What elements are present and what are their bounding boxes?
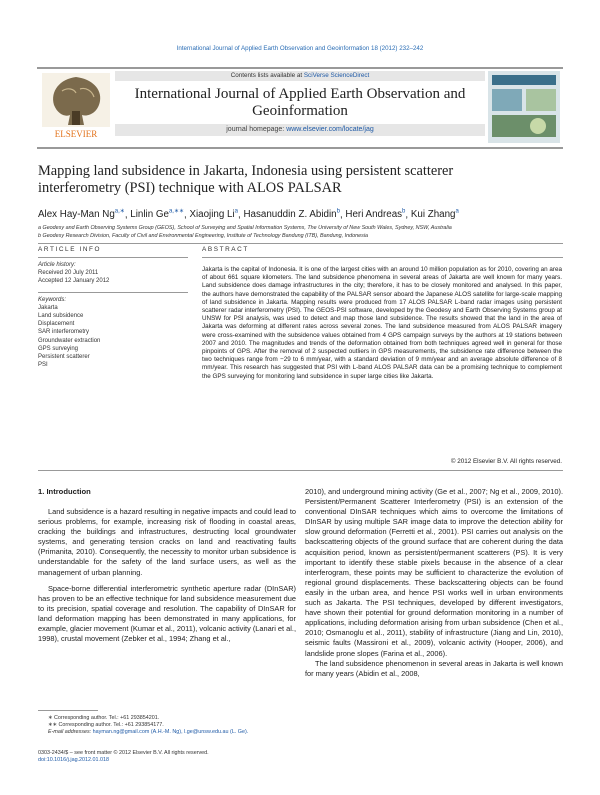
author: Hasanuddin Z. Abidin$^b$ [243,209,340,221]
paragraph: 2010), and underground mining activity (Ge et al., 2007; Ng et al., 2009, 2010). Persistent/Permanent Scatterer Interferometry (PSI) is an extension of the conventional DInSAR techniques which aims to overcome the limitations of DInSAR by using multiple SAR image data to improve the detection ability for slow ground deformation (Ferretti et al., 2001). PSI carries out analysis on the backscattering objects of the ground surface that are coherent during the data acquisition period, known as persistent/permanent scatterers (PS). It is very important to identify these stable pixels because in the absence of a clear interferogram, these points may be sufficient to characterize the evolution of regional ground displacements. These backscattering objects can be found easily in the urban area, and hence PSI works well in urban environments such as Jakarta. The PSI techniques, developed by different investigators, have shown their potential for ground deformation monitoring in a number of applications, including deformation arising from urban subsidence (Chen et al., 2010; Osmanoglu et al., 2011), stability of infrastructure (Jiang and Lin, 2010), seismic faults (Massironi et al., 2009), volcanic activity (Hooper, 2006), and landslide prone slopes (Farina et al., 2006). [305,487,564,658]
keyword: Groundwater extraction [38,337,101,344]
left-column [38,507,296,644]
right-column [305,487,563,679]
author-list: Alex Hay-Man $Ng^{a,∗}$, Linlin $Ge^{a,∗∗}$, Xiaojing Li$^a$, Hasanuddin Z. Abidin$^b$, Heri Andreas$^b$, Kui Zhang$^a$ [38,209,459,221]
paragraph: Space-borne differential interferometric synthetic aperture radar (DInSAR) has proven to be an effective technique for land subsidence measurement due to its precision, spatial coverage and resolution. The capability of DInSAR for land deformation mapping has been demonstrated in many applications, for example, glacier movement (Kumar et al., 2011), volcanic activity (Lanari et al., 1998), crustal movement (Zebker et al., 1994; Zhang et al., [38,583,296,644]
received-date: Received 20 July 2011 [38,270,99,277]
author: Linlin $Ge^{a,∗∗}$ [130,209,184,221]
article-info: Article history: Received 20 July 2011 Accepted 12 January 2012 Keywords: Jakarta Land subsidence Displacement SAR interferometry Groundwater extraction GPS surveying Persistent scatterer PSI [38,261,188,369]
paragraph: Land subsidence is a hazard resulting in negative impacts and could lead to serious problems, for example, increasing risk of flooding in coastal areas, cracking the buildings and infrastructures, destructing local groundwater systems, and generating tension cracks on land and reactivating faults (Primanita, 2010). Consequently, the necessity to monitor urban subsidence is understandable for the safety of the land surface users, as well as the management of urban planning. [38,507,296,577]
elsevier-tree-icon [40,71,112,141]
abstract-label: ABSTRACT [202,246,249,253]
publisher-logo-text: ELSEVIER [54,129,98,139]
keyword: Land subsidence [38,313,84,320]
author: Alex Hay-Man $Ng^{a,∗}$ [38,209,125,221]
divider [202,257,563,258]
author: Kui Zhang$^a$ [410,209,459,221]
keyword: PSI [38,362,48,369]
homepage-link[interactable]: www.elsevier.com/locate/jag [286,126,374,133]
email-links[interactable]: hayman.ng@gmail.com (A.H.-M. Ng), l.ge@unsw.edu.au (L. Ge). [92,729,249,735]
paragraph: The land subsidence phenomenon in several areas in Jakarta is well known for many years (Abidin et al., 2008, [305,658,563,678]
front-matter: 0303-2434/$ – see front matter © 2012 Elsevier B.V. All rights reserved. doi:10.1016/j.jag.2012.01.018 [38,750,298,764]
keyword: Jakarta [38,304,58,311]
copyright: © 2012 Elsevier B.V. All rights reserved. [450,458,562,465]
author: Heri Andreas$^b$ [345,209,406,221]
doi-link[interactable]: doi:10.1016/j.jag.2012.01.018 [38,757,110,763]
keyword: GPS surveying [38,345,79,352]
affiliation-a: a Geodesy and Earth Observing Systems Group (GEOS), School of Surveying and Spatial Information Systems, The University of New South Wales, Sydney, NSW, Australia [38,225,452,231]
paper-title: Mapping land subsidence in Jakarta, Indonesia using persistent scatterer interferometry (PSI) technique with ALOS PALSAR [38,163,454,196]
accepted-date: Accepted 12 January 2012 [38,278,110,285]
journal-citation[interactable]: International Journal of Applied Earth Observation and Geoinformation 18 (2012) 232–242 [176,45,424,52]
keyword: Persistent scatterer [38,354,90,361]
author: Xiaojing Li$^a$ [189,209,239,221]
divider [38,243,563,244]
keyword: Displacement [38,321,75,328]
journal-homepage: journal homepage: www.elsevier.com/locate/jag [115,124,485,136]
affiliation-b: b Geodesy Research Division, Faculty of Civil and Environmental Engineering, Institute of Technology Bandung (ITB), Bandung, Indonesia [38,233,369,239]
journal-title: International Journal of Applied Earth Observation and Geoinformation [134,86,466,119]
article-info-label: ARTICLE INFO [38,246,102,253]
footnote-rule [38,710,98,711]
divider [38,470,563,471]
elsevier-logo [40,71,112,141]
section-heading: 1. Introduction [38,487,91,496]
divider [38,257,188,258]
journal-cover-image [488,71,560,143]
sciencedirect-link[interactable]: SciVerse ScienceDirect [303,72,370,79]
keyword: SAR interferometry [38,329,90,336]
footnotes: ∗ Corresponding author. Tel.: +61 293854201. ∗∗ Corresponding author. Tel.: +61 293854177. E-mail addresses: hayman.ng@gmail.com (A.H.-M. Ng), l.ge@unsw.edu.au (L. Ge). [48,715,249,735]
contents-band: Contents lists available at SciVerse ScienceDirect [115,71,485,81]
abstract-text: Jakarta is the capital of Indonesia. It is one of the largest cities with an around 10 million population as for 2010, covering an area of about 661 square kilometers. The land subsidence phenomena in several areas of Jakarta are well known for many years. Land subsidence does damage infrastructures in the city; therefore, it has to be closely monitored and analysed. In this paper, the authors have demonstrated the capability of the PALSAR sensor aboard the Japanese ALOS satellite for large-scale mapping of land subsidence in Jakarta. Mapping results were produced from 17 ALOS PALSAR L-band radar images using persistent scatterer radar interferometry (PSI). The GEOS-PSI software, developed by the Geodesy and Earth Observing Systems group at UNSW for PSI analysis, was used to detect and map those land subsidence. The results showed that the land in the area of Jakarta was deforming at different rates across several zones. The land subsidence measured from ALOS PALSAR imagery were cross-examined with the subsidence values obtained from 4 GPS campaign surveys by the authors at 19 stations between 2007 and 2010. The magnitudes and trends of the deformation obtained from both techniques agreed well in general for those pinpoints of GPS. After the removal of 2 suspected outliers in GPS measurements, the subsidence rate difference between the two techniques range from −29 to 6 mm/year, with a standard deviation of 9 mm/year and an average absolute difference of 8 mm/year. This research has suggested that PSI with L-band ALOS PALSAR data can be a promising technique to complement the GPS surveying for monitoring land subsidence in super large cities like Jakarta. [202,266,562,380]
